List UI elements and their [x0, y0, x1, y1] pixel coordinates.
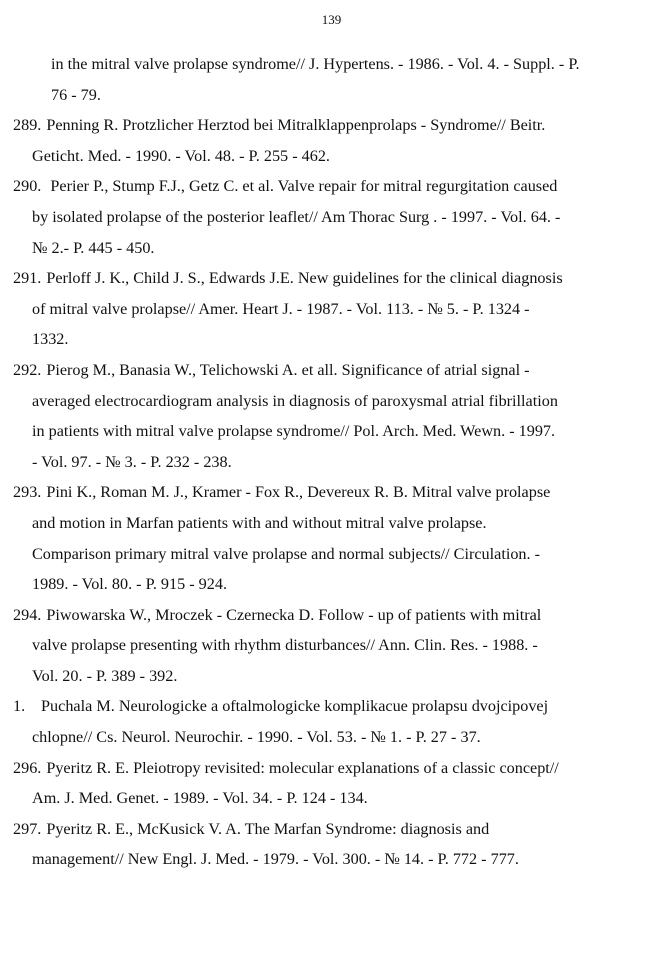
- reference-line: [13, 814, 632, 845]
- reference-line: 1. Puchala M. Neurologicke a oftalmologicke komplikacue prolapsu dvojcipovej: [13, 697, 549, 716]
- reference-line: [32, 630, 632, 661]
- reference-list: [13, 49, 632, 875]
- reference-line: [13, 600, 632, 631]
- reference-text: Piwowarska W., Mroczek - Czernecka D. Follow - up of patients with mitral: [46, 605, 542, 624]
- reference-text: Pini K., Roman M. J., Kramer - Fox R., Devereux R. B. Mitral valve prolapse: [46, 483, 551, 502]
- reference-line: [32, 416, 632, 447]
- reference-text: Am. J. Med. Genet. - 1989. - Vol. 34. - P. 124 - 134.: [32, 789, 368, 808]
- reference-text: Vol. 20. - P. 389 - 392.: [32, 666, 178, 685]
- reference-text: Pyeritz R. E. Pleiotropy revisited: molecular explanations of a classic concept//: [46, 758, 559, 777]
- reference-text: management// New Engl. J. Med. - 1979. - Vol. 300. - № 14. - P. 772 - 777.: [32, 850, 519, 869]
- reference-item: [13, 110, 632, 171]
- reference-item: [13, 814, 632, 875]
- reference-line: [32, 233, 632, 264]
- page-number: 139: [321, 12, 342, 27]
- reference-text: Puchala M. Neurologicke a oftalmologicke komplikacue prolapsu dvojcipovej: [37, 697, 549, 716]
- reference-line: [51, 49, 632, 80]
- reference-text: Pyeritz R. E., McKusick V. A. The Marfan Syndrome: diagnosis and: [46, 819, 490, 838]
- reference-line: [13, 355, 632, 386]
- reference-line: [13, 171, 632, 202]
- reference-item: [13, 355, 632, 477]
- reference-number: 289.: [13, 116, 42, 135]
- reference-line: [32, 539, 632, 570]
- reference-number: 297.: [13, 819, 42, 838]
- reference-number: 296.: [13, 758, 42, 777]
- reference-line: [32, 783, 632, 814]
- reference-text: Perloff J. K., Child J. S., Edwards J.E. New guidelines for the clinical diagnosis: [46, 269, 563, 288]
- reference-line: [32, 844, 632, 875]
- reference-line: [13, 110, 632, 141]
- reference-text: № 2.- P. 445 - 450.: [32, 238, 155, 257]
- reference-item: [13, 263, 632, 355]
- reference-item: [13, 171, 632, 263]
- reference-text: Penning R. Protzlicher Herztod bei Mitralklappenprolaps - Syndrome// Beitr.: [46, 116, 546, 135]
- reference-line: [32, 324, 632, 355]
- reference-text: Geticht. Med. - 1990. - Vol. 48. - P. 255 - 462.: [32, 146, 330, 165]
- reference-text: Pierog M., Banasia W., Telichowski A. et all. Significance of atrial signal -: [46, 360, 530, 379]
- reference-line: [32, 386, 632, 417]
- reference-text: of mitral valve prolapse// Amer. Heart J. - 1987. - Vol. 113. - № 5. - P. 1324 -: [32, 299, 530, 318]
- reference-text: - Vol. 97. - № 3. - P. 232 - 238.: [32, 452, 232, 471]
- reference-text: averaged electrocardiogram analysis in diagnosis of paroxysmal atrial fibrillation: [32, 391, 558, 410]
- reference-text: 1989. - Vol. 80. - P. 915 - 924.: [32, 575, 228, 594]
- reference-item: [13, 477, 632, 599]
- reference-number: 293.: [13, 483, 42, 502]
- reference-line: [32, 722, 632, 753]
- reference-line: [13, 477, 632, 508]
- reference-line: [13, 263, 632, 294]
- reference-item: [13, 753, 632, 814]
- reference-line: [51, 80, 632, 111]
- reference-line: [32, 508, 632, 539]
- reference-line: [13, 753, 632, 784]
- reference-text: and motion in Marfan patients with and without mitral valve prolapse.: [32, 513, 487, 532]
- reference-line: [32, 447, 632, 478]
- reference-text: 76 - 79.: [51, 85, 101, 104]
- reference-text: in the mitral valve prolapse syndrome// J. Hypertens. - 1986. - Vol. 4. - Suppl. - P.: [51, 55, 580, 73]
- reference-text: by isolated prolapse of the posterior leaflet// Am Thorac Surg . - 1997. - Vol. 64. -: [32, 207, 561, 226]
- reference-number: 292.: [13, 360, 42, 379]
- reference-line: [32, 294, 632, 325]
- reference-line: [32, 569, 632, 600]
- reference-number: 294.: [13, 605, 42, 624]
- reference-item: [13, 691, 632, 752]
- reference-text: 1332.: [32, 330, 69, 349]
- reference-line: [32, 202, 632, 233]
- reference-text: in patients with mitral valve prolapse syndrome// Pol. Arch. Med. Wewn. - 1997.: [32, 422, 556, 441]
- reference-line: [32, 661, 632, 692]
- reference-text: chlopne// Cs. Neurol. Neurochir. - 1990. - Vol. 53. - № 1. - P. 27 - 37.: [32, 728, 481, 747]
- reference-text: Comparison primary mitral valve prolapse and normal subjects// Circulation. -: [32, 544, 540, 563]
- reference-number: 290.: [13, 177, 42, 196]
- reference-text: Perier P., Stump F.J., Getz C. et al. Valve repair for mitral regurgitation caused: [46, 177, 558, 196]
- reference-line: [32, 141, 632, 172]
- reference-number: 291.: [13, 269, 42, 288]
- reference-item: [13, 600, 632, 692]
- reference-text: valve prolapse presenting with rhythm disturbances// Ann. Clin. Res. - 1988. -: [32, 636, 538, 655]
- reference-item: [32, 49, 632, 110]
